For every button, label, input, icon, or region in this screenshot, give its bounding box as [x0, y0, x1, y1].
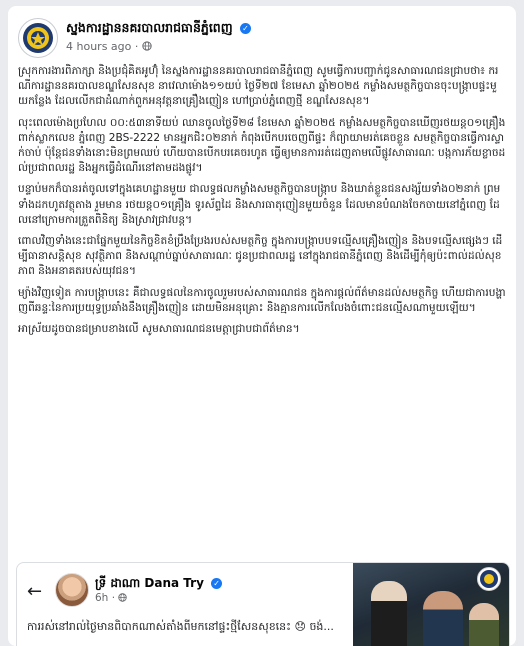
- shared-post-time: [95, 592, 127, 604]
- shared-author-name: [95, 575, 222, 593]
- shared-photo[interactable]: [353, 563, 509, 646]
- post-paragraph-6: អាស្រ័យដូចបានជម្រាបខាងលើ សូមសាធារណជនមេត្តាជ្រាបជាព័ត៌មាន។: [18, 323, 300, 336]
- shared-post-text: ការរស់នៅរាល់ថ្ងៃមានពិបាកណាស់តាំងពីមកនៅផ្ទះថ្មីសែនសុខនេះ 😞 ចង់...: [27, 620, 334, 633]
- globe-icon: [118, 593, 127, 602]
- page-name-text[interactable]: ស្នងការដ្ឋាននគរបាលរាជធានីភ្នំពេញ: [66, 20, 233, 35]
- photo-person: [469, 603, 499, 646]
- post-time[interactable]: 4 hours ago: [66, 40, 132, 53]
- police-emblem-icon: [19, 19, 57, 57]
- post-text: [18, 64, 506, 343]
- post-meta: [66, 40, 152, 53]
- verified-badge-icon: ✓: [211, 578, 222, 589]
- shared-post-preview[interactable]: [16, 562, 510, 646]
- page-name[interactable]: [66, 20, 251, 39]
- post-paragraph-1: ស្រុកការងារពិភាក្សា និងប្រជុំគិតអូហ៊ុំ នៃស្នងការដ្ឋាននគរបាលរាជធានីភ្នំពេញ សូមធ្វើការបញ្ជាក់ជូនសាធារណជនជ្រាបថា៖ ករណីការដ្ឋាននគរបាលខណ្ឌសែនសុខ នាវេលាម៉ោង១១យប់ ថ្ងៃទី២៧ ខែមេសា ឆ្នាំ២០២៥ កម្លាំងសមត្ថកិច្ចបានចុះបង្ក្រាបផ្ទះមួយកន្លែង ដែលលើកជាដំណាក់ពួកអនុវត្តនាគ្រឿងញៀន ហៅប្រាប់ភ្នំពេញថ្មី ខណ្ឌសែនសុខ។: [18, 65, 499, 108]
- back-arrow-icon: ←: [27, 581, 43, 602]
- facebook-post: [8, 6, 516, 646]
- shared-author-avatar: [55, 573, 89, 607]
- police-logo-icon: [477, 567, 501, 591]
- shared-time-text: 6h: [95, 592, 109, 604]
- shared-author-text: ទ្រី ដាណា Dana Try: [95, 576, 204, 590]
- police-emblem-icon: [478, 568, 500, 590]
- meta-separator: ·: [134, 40, 142, 53]
- meta-separator: ·: [111, 592, 119, 604]
- post-header: [18, 18, 506, 58]
- post-paragraph-5: ម្យ៉ាងវិញទៀត ការបង្ក្រាបនេះ គឺជាលទ្ធផលនៃការចូលរួមរបស់សាធារណជន ក្នុងការផ្តល់ព័ត៌មានដល់សមត្ថកិច្ច ហើយជាការបង្ហាញពីឆន្ទៈនៃការប្រយុទ្ធប្រឆាំងនឹងគ្រឿងញៀន ដោយមិនអនុគ្រោះ និងគ្មានការលើកលែងចំពោះជនល្មើសណាមួយឡើយ។: [18, 286, 506, 314]
- post-paragraph-3: បន្ទាប់មកក៏បានរត់ចូលទៅក្នុងគេហដ្ឋានមួយ ជាលទ្ធផលកម្លាំងសមត្ថកិច្ចបានបង្ក្រាប និងឃាត់ខ្លួនជនសង្ស័យទាំង០២នាក់ ព្រមទាំងដកហូតវត្ថុតាង រួមមាន រថយន្ត០១គ្រឿង ទូរស័ព្ទដៃ និងសារធាតុញៀនមួយចំនួន ដែលមានបំណងចែកចាយនៅភ្នំពេញ ដែលនៅក្រោមការត្រួតពិនិត្យ និងស្រាវជ្រាវបន្ត។: [18, 183, 501, 226]
- shared-post-screenshot: [17, 563, 351, 646]
- globe-icon: [142, 41, 152, 51]
- post-paragraph-2: លុះពេលម៉ោងប្រហែល ០០:៥៣នាទីយប់ ឈានចូលថ្ងៃទី២៨ ខែមេសា ឆ្នាំ២០២៥ កម្លាំងសមត្ថកិច្ចបានឃើញរថយន្ត០១គ្រឿង ពាក់ស្លាកលេខ ភ្នំពេញ 2BS-2222 មានអ្នកជិះ០២នាក់ កំពុងបើកបរចេញពីផ្ទះ ក៏ព្យាយាមរត់គេចខ្លួន សមត្ថកិច្ចបានធ្វើការស្ទាក់ចាប់ ប៉ុន្តែជនទាំងនោះមិនព្រមឈប់ ហើយបានបើកបរគេចរហូត ធ្វើឲ្យមានការរត់ដេញតាមលើផ្លូវសាធារណៈ បង្កការភ័យខ្លាចដល់ប្រជាពលរដ្ឋ និងអ្នកធ្វើដំណើរនៅតាមដងផ្លូវ។: [18, 116, 506, 175]
- photo-person: [371, 581, 407, 646]
- page-avatar[interactable]: [18, 18, 58, 58]
- post-paragraph-4: ពោលវិញទាំងនេះជាផ្នែកមួយនៃកិច្ចខិតខំប្រឹងប្រែងរបស់សមត្ថកិច្ច ក្នុងការបង្ក្រាបបទល្មើសគ្រឿងញៀន និងបទល្មើសផ្សេងៗ ដើម្បីធានាសន្តិសុខ សុវត្ថិភាព និងសណ្តាប់ធ្នាប់សាធារណៈ ជូនប្រជាពលរដ្ឋ នៅក្នុងរាជធានីភ្នំពេញ និងដើម្បីកុំឲ្យប៉ះពាល់ដល់សុខភាព និងអនាគតរបស់យុវជន។: [18, 235, 503, 278]
- photo-person: [423, 591, 463, 646]
- verified-badge-icon: ✓: [240, 23, 251, 34]
